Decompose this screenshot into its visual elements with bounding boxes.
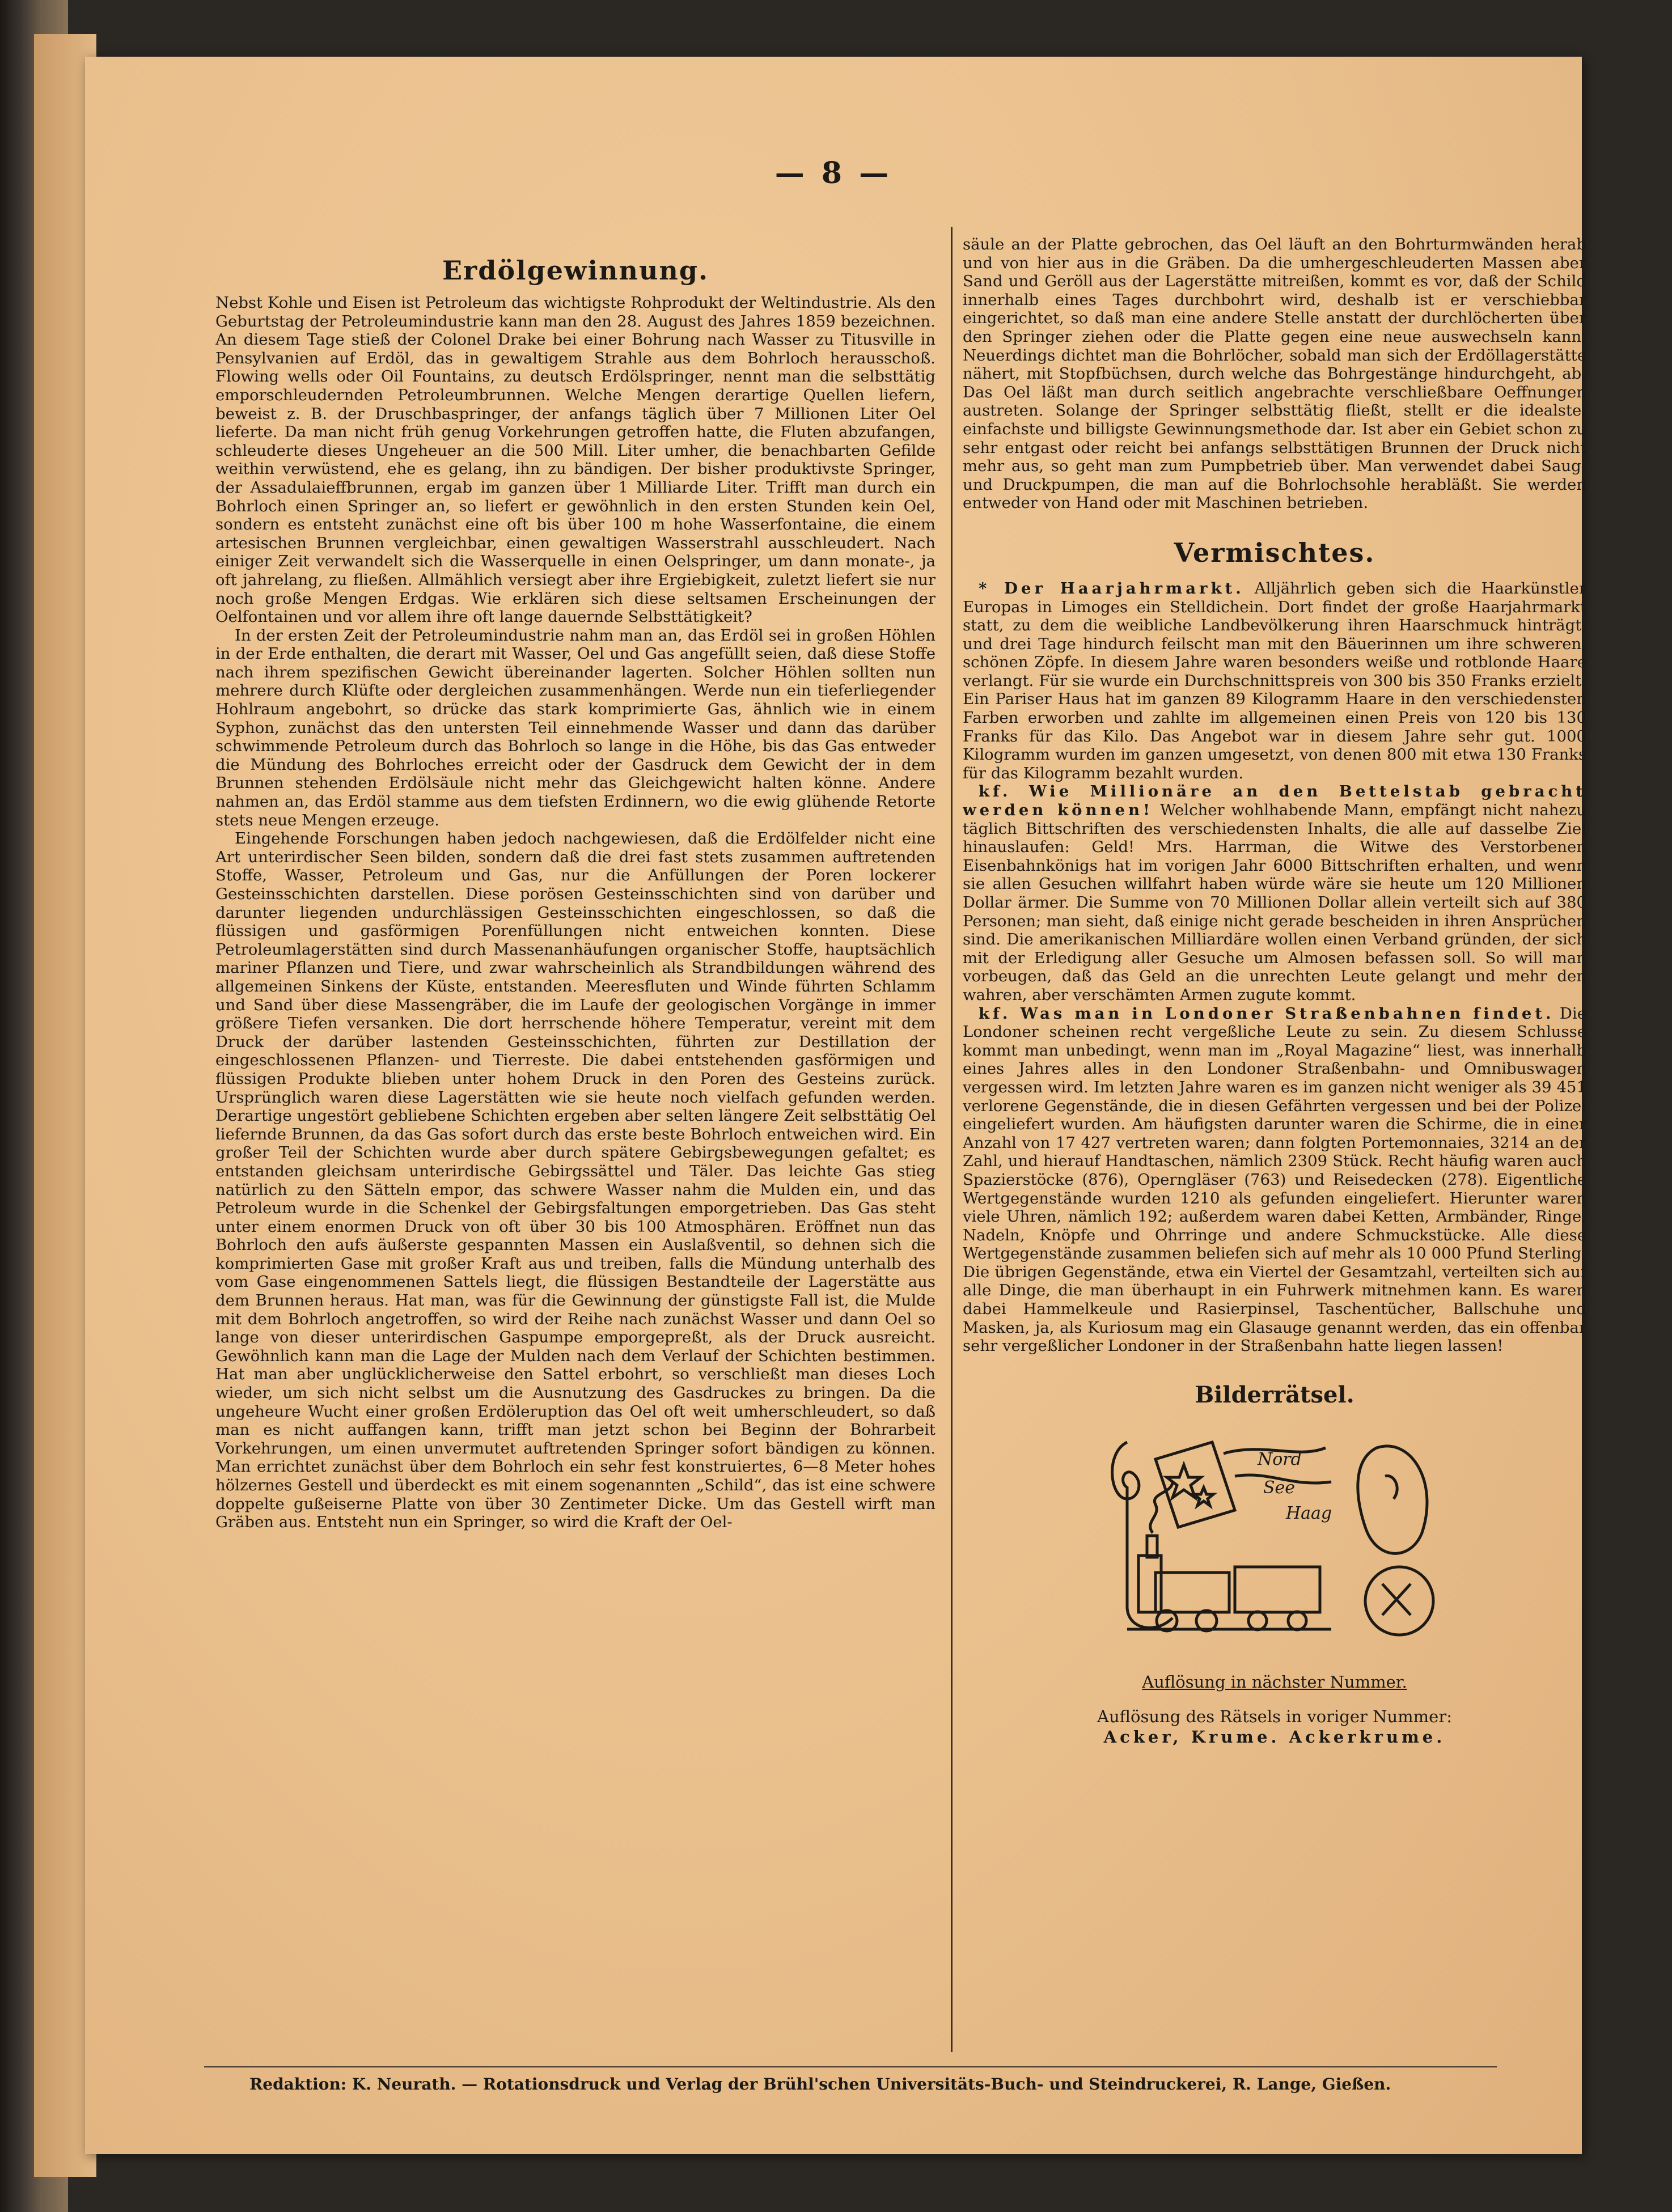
misc-items: [963, 579, 1586, 1355]
column-divider: [951, 227, 953, 2052]
picture-puzzle-title: Bilderrätsel.: [1195, 1381, 1354, 1408]
misc-item-lead: kf. Was man in Londoner Straßenbahnen findet.: [979, 1004, 1555, 1023]
misc-item-millionaires: [963, 782, 1586, 1004]
picture-puzzle-illustration: [1093, 1419, 1456, 1669]
misc-item-lead: * Der Haarjahrmarkt.: [979, 579, 1245, 598]
imprint-footer: Redaktion: K. Neurath. — Rotationsdruck und Verlag der Brühl'schen Universitäts-Buch- und Steindruckerei, R. Lange, Gießen.: [249, 2075, 1391, 2094]
footer-divider: [204, 2066, 1497, 2067]
puzzle-word-see: See: [1263, 1477, 1296, 1498]
misc-item-text: Die Londoner scheinen recht vergeßliche Leute zu sein. Zu diesem Schlusse kommt man unbedingt, wenn man im „Royal Magazine“ liest, was innerhalb eines Jahres alles in den Londoner Straßenbahn- und Omnibuswagen vergessen wird. Im letzten Jahre waren es im ganzen nicht weniger als 39 451 verlorene Gegenstände, die in diesen Gefährten vergessen und bei der Polizei eingeliefert wurden. Am häufigsten darunter waren die Schirme, die in einer Anzahl von 17 427 vertreten waren; dann folgten Portemonnaies, 3214 an der Zahl, und hierauf Handtaschen, nämlich 2309 Stück. Recht häufig waren auch Spazierstöcke (876), Operngläser (763) und Reisedecken (278). Eigentliche Wertgegenstände wurden 1210 als gefunden eingeliefert. Hierunter waren viele Uhren, nämlich 192; außerdem waren dabei Ketten, Armbänder, Ringe, Nadeln, Knöpfe und Ohrringe und andere Schmuckstücke. Alle diese Wertgegenstände zusammen beliefen sich auf mehr als 10 000 Pfund Sterling. Die übrigen Gegenstände, etwa ein Viertel der Gesamtzahl, verteilten sich auf alle Dinge, die man überhaupt in ein Fuhrwerk mitnehmen kann. Es waren dabei Hammelkeule und Rasierpinsel, Taschentücher, Ballschuhe und Masken, ja, als Kuriosum mag ein Glasauge genannt werden, das ein offenbar sehr vergeßlicher Londoner in der Straßenbahn hatte liegen lassen!: [963, 1004, 1586, 1355]
puzzle-word-nord: Nord: [1258, 1449, 1302, 1469]
oil-article-body: [215, 294, 936, 1532]
misc-item-london-trams: [963, 1005, 1586, 1355]
puzzle-solution-label: Auflösung des Rätsels in voriger Nummer:: [1097, 1706, 1452, 1726]
newspaper-page: [85, 57, 1586, 2154]
oil-continuation-paragraph: säule an der Platte gebrochen, das Oel läuft an den Bohrturmwänden herab und von hier aus in die Gräben. Da die umhergeschleuderten Massen aber Sand und Geröll aus der Lagerstätte mitreißen, kommt es vor, daß der Schild innerhalb eines Tages durchbohrt wird, deshalb ist er verschiebbar eingerichtet, so daß man eine andere Stelle anstatt der durchlöcherten über den Springer ziehen oder die Platte gegen eine neue auswechseln kann. Neuerdings dichtet man die Bohrlöcher, sobald man sich der Erdöllagerstätte nähert, mit Stopfbüchsen, durch welche das Bohrgestänge hindurchgeht, ab. Das Oel läßt man durch seitlich angebrachte verschließbare Oeffnungen austreten. Solange der Springer selbsttätig fließt, stellt er die idealste, einfachste und billigste Gewinnungsmethode dar. Ist aber ein Gebiet schon zu sehr entgast oder reicht bei anfangs selbsttätigen Brunnen der Druck nicht mehr aus, so geht man zum Pumpbetrieb über. Man verwendet dabei Saug- und Druckpumpen, die man auf die Bohrlochsohle herabläßt. Sie werden entweder von Hand oder mit Maschinen betrieben.: [963, 235, 1586, 512]
puzzle-caption: Auflösung in nächster Nummer.: [1142, 1672, 1407, 1692]
misc-item-hair-market: [963, 579, 1586, 783]
misc-item-lead: kf. Wie Millionäre an den Bettelstab gebracht werden können!: [963, 782, 1586, 820]
misc-item-text: Welcher wohlhabende Mann, empfängt nicht nahezu täglich Bittschriften des verschiedensten Inhalts, die alle auf dasselbe Ziel hinauslaufen: Geld! Mrs. Harrman, die Witwe des Verstorbenen Eisenbahnkönigs hat im vorigen Jahr 6000 Bittschriften erhalten, und wenn sie allen Gesuchen willfahrt haben würde wäre sie heute um 120 Millionen Dollar ärmer. Die Summe von 70 Millionen Dollar allein verteilt sich auf 380 Personen; man sieht, daß einige nicht gerade bescheiden in ihren Ansprüchen sind. Die amerikanischen Milliardäre wollen einen Verband gründen, der sich mit der Erledigung aller Gesuche um Almosen befassen soll. So will man vorbeugen, daß das Geld an die unrechten Leute gelangt und mehr den wahren, aber verschämten Armen zugute kommt.: [963, 801, 1586, 1004]
misc-section-title: Vermischtes.: [1174, 537, 1375, 568]
misc-item-text: Alljährlich geben sich die Haarkünstler Europas in Limoges ein Stelldichein. Dort findet der große Haarjahrmarkt statt, zu dem die weibliche Landbevölkerung ihren Haarschmuck hinträgt, und drei Tage hindurch feilscht man mit den Bäuerinnen um ihre schweren, schönen Zöpfe. In diesem Jahre waren besonders weiße und rotblonde Haare verlangt. Für sie wurde ein Durchschnittspreis von 300 bis 350 Franks erzielt. Ein Pariser Haus hat im ganzen 89 Kilogramm Haare in den verschiedensten Farben erworben und zahlte im allgemeinen einen Preis von 120 bis 130 Franks für das Kilo. Das Angebot war in diesem Jahre sehr gut. 1000 Kilogramm wurden im ganzen umgesetzt, von denen 800 mit etwa 130 Franks für das Kilogramm bezahlt wurden.: [963, 579, 1586, 782]
puzzle-solution: [963, 1706, 1586, 1747]
oil-paragraph: Nebst Kohle und Eisen ist Petroleum das wichtigste Rohprodukt der Weltindustrie. Als den Geburtstag der Petroleumindustrie kann man den 28. August des Jahres 1859 bezeichnen. An diesem Tage stieß der Colonel Drake bei einer Bohrung nach Wasser zu Titusville in Pensylvanien auf Erdöl, das in gewaltigem Strahle aus dem Bohrloch herausschoß. Flowing wells oder Oil Fountains, zu deutsch Erdölspringer, nennt man die selbsttätig emporschleudernden Petroleumbrunnen. Welche Mengen derartige Quellen liefern, beweist z. B. der Druschbaspringer, der anfangs täglich über 7 Millionen Liter Oel lieferte. Da man nicht früh genug Vorkehrungen getroffen hatte, die Fluten abzufangen, schleuderte dieses Ungeheuer an die 500 Mill. Liter umher, die benachbarten Gefilde weithin verwüstend, ehe es gelang, ihn zu bändigen. Der bisher produktivste Springer, der Assadulaieffbrunnen, ergab im ganzen über 1 Milliarde Liter. Trifft man durch ein Bohrloch einen Springer an, so liefert er gewöhnlich in den ersten Stunden kein Oel, sondern es entsteht zunächst eine oft bis über 100 m hohe Wasserfontaine, die einem artesischen Brunnen vergleichbar, einen gewaltigen Wasserstrahl ausschleudert. Nach einiger Zeit verwandelt sich die Wasserquelle in einen Oelspringer, um dann monate-, ja oft jahrelang, zu fließen. Allmählich versiegt aber ihre Ergiebigkeit, zuletzt liefert sie nur noch große Mengen Erdgas. Wie erklären sich diese seltsamen Erscheinungen der Oelfontainen und vor allem ihre oft lange dauernde Selbsttätigkeit?: [215, 294, 936, 626]
oil-paragraph: In der ersten Zeit der Petroleumindustrie nahm man an, das Erdöl sei in großen Höhlen in der Erde enthalten, die derart mit Wasser, Oel und Gas angefüllt seien, daß diese Stoffe nach ihrem spezifischen Gewicht übereinander lagerten. Solcher Höhlen sollten nun mehrere durch Klüfte oder dergleichen zusammenhängen. Werde nun ein tieferliegender Hohlraum angebohrt, so drücke das stark komprimierte Gas, ähnlich wie in einem Syphon, zunächst das den untersten Teil einnehmende Wasser und dann das darüber schwimmende Petroleum durch das Bohrloch so lange in die Höhe, bis das Gas entweder die Mündung des Bohrloches erreicht oder der Gasdruck dem Gewicht der in dem Brunnen stehenden Erdölsäule nicht mehr das Gleichgewicht halten könne. Andere nahmen an, das Erdöl stamme aus dem tiefsten Erdinnern, wo die ewig glühende Retorte stets neue Mengen erzeuge.: [215, 626, 936, 829]
page-number: — 8 —: [774, 156, 892, 190]
oil-article-title: Erdölgewinnung.: [442, 255, 709, 286]
right-column: [963, 235, 1586, 2055]
oil-paragraph: Eingehende Forschungen haben jedoch nachgewiesen, daß die Erdölfelder nicht eine Art unterirdischer Seen bilden, sondern daß die drei fast stets zusammen auftretenden Stoffe, Wasser, Petroleum und Gas, nur die Anfüllungen der Poren lockerer Gesteinsschichten darstellen. Diese porösen Gesteinsschichten sind von darüber und darunter liegenden undurchlässigen Gesteinsschichten eingeschlossen, so daß die flüssigen und gasförmigen Porenfüllungen nicht entweichen konnten. Diese Petroleumlagerstätten sind durch Massenanhäufungen organischer Stoffe, hauptsächlich mariner Pflanzen und Tiere, und zwar wahrscheinlich als Strandbildungen während des allgemeinen Sinkens der Küste, entstanden. Meeresfluten und Winde führten Schlamm und Sand über diese Massengräber, die im Laufe der geologischen Vorgänge in immer größere Tiefen versanken. Die dort herrschende höhere Temperatur, vereint mit dem Druck der darüber lastenden Gesteinsschichten, führten zur Destillation der eingeschlossenen Pflanzen- und Tierreste. Die dabei entstehenden gasförmigen und flüssigen Produkte blieben unter hohem Druck in den Poren des Gesteins zurück. Ursprünglich waren diese Lagerstätten wie sie heute noch vielfach gefunden werden. Derartige ungestört gebliebene Schichten ergeben aber selten längere Zeit selbsttätig Oel liefernde Brunnen, da das Gas sofort durch das erste beste Bohrloch entweichen wird. Ein großer Teil der Schichten wurde aber durch spätere Gebirgsbewegungen gefaltet; es entstanden gleichsam unterirdische Gebirgssättel und Täler. Das leichte Gas stieg natürlich zu den Sätteln empor, das schwere Wasser nahm die Mulden ein, und das Petroleum wurde in die Schenkel der Gebirgsfaltungen emporgetrieben. Das Gas steht unter einem enormen Druck von oft über 30 bis 100 Atmosphären. Eröffnet nun das Bohrloch den aufs äußerste gespannten Massen ein Auslaßventil, so dehnen sich die komprimierten Gase mit großer Kraft aus und treiben, falls die Mündung unterhalb des vom Gase eingenommenen Sattels liegt, die flüssigen Bestandteile der Lagerstätte aus dem Brunnen heraus. Hat man, was für die Gewinnung der günstigste Fall ist, die Mulde mit dem Bohrloch angetroffen, so wird der Reihe nach zunächst Wasser und dann Oel so lange von dieser unterirdischen Gaspumpe emporgepreßt, als der Druck ausreicht. Gewöhnlich kann man die Lage der Mulden nach dem Verlauf der Schichten bestimmen. Hat man aber unglücklicherweise den Sattel erbohrt, so verschließt man dieses Loch wieder, um sich nicht selbst um die Ausnutzung des Gasdruckes zu bringen. Da die ungeheure Wucht einer großen Erdöleruption das Oel oft weit umherschleudert, so daß man es nicht auffangen kann, trifft man jetzt schon bei Beginn der Bohrarbeit Vorkehrungen, um einen unvermutet auftretenden Springer sofort bändigen zu können. Man errichtet zunächst über dem Bohrloch ein sehr fest konstruiertes, 6—8 Meter hohes hölzernes Gestell und überdeckt es mit einem sogenannten „Schild“, das ist eine schwere doppelte gußeiserne Platte von über 30 Zentimeter Dicke. Um das Gestell wirft man Gräben aus. Entsteht nun ein Springer, so wird die Kraft der Oel-: [215, 829, 936, 1532]
left-column: [215, 255, 936, 2052]
oil-article-continuation: [963, 235, 1586, 512]
puzzle-solution-text: Acker, Krume. Ackerkrume.: [1103, 1727, 1446, 1747]
puzzle-word-haag: Haag: [1286, 1503, 1332, 1523]
